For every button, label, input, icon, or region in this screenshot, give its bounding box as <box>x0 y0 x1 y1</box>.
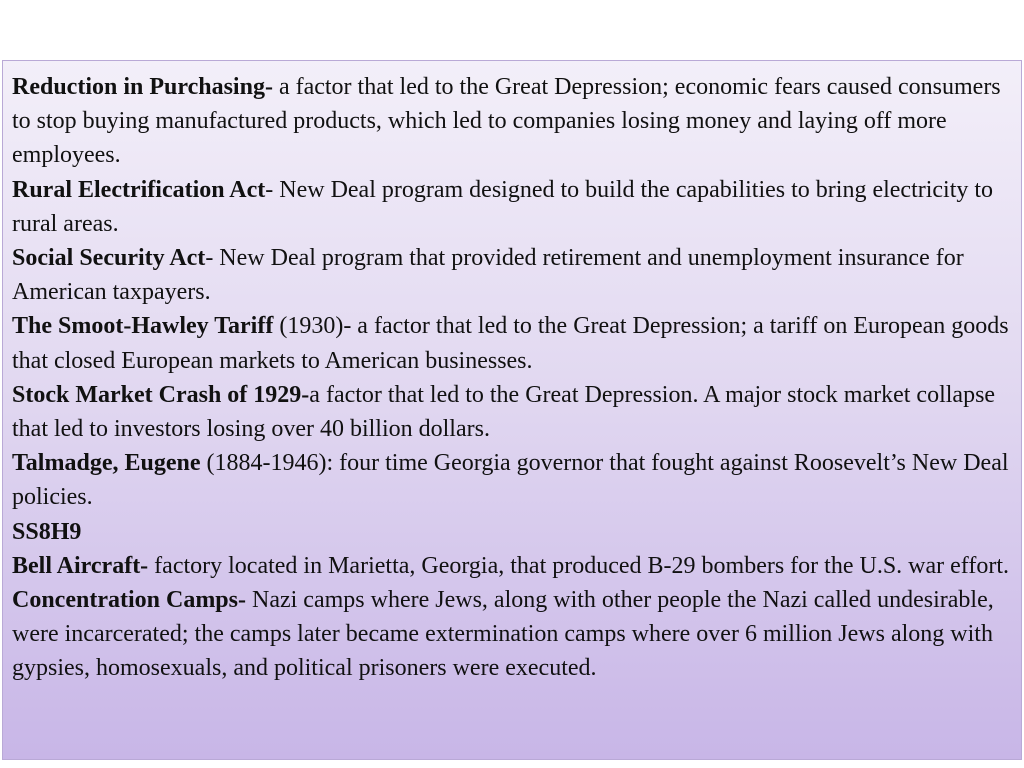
glossary-term: Rural Electrification Act <box>12 176 266 203</box>
glossary-entry-concentration-camps <box>12 583 1013 686</box>
glossary-term: Reduction in Purchasing- <box>12 74 273 100</box>
glossary-definition: - New Deal program that provided retirement and unemployment insurance for American taxpayers. <box>12 245 964 306</box>
glossary-definition: - New Deal program designed to build the capabilities to bring electricity to rural areas. <box>12 176 994 237</box>
glossary-definition: factory located in Marietta, Georgia, that produced B-29 bombers for the U.S. war effort. <box>148 552 1010 579</box>
glossary-term: Talmadge, Eugene <box>12 450 201 477</box>
glossary-term: Social Security Act <box>12 245 206 272</box>
glossary-term: Concentration Camps- <box>12 587 246 614</box>
glossary-entry-social-security-act <box>12 241 1013 309</box>
glossary-definition: a factor that led to the Great Depression; economic fears caused consumers to stop buying manufactured products, which led to companies losing money and laying off more employees. <box>12 74 1001 169</box>
glossary-entry-smoot-hawley-tariff <box>12 309 1013 377</box>
glossary-entry-talmadge-eugene <box>12 446 1013 514</box>
glossary-entry-bell-aircraft <box>12 549 1013 583</box>
glossary-term: Bell Aircraft- <box>12 552 149 579</box>
glossary-definition: a factor that led to the Great Depression. A major stock market collapse that led to investors losing over 40 billion dollars. <box>12 381 996 443</box>
glossary-text-box <box>2 60 1022 760</box>
glossary-entry-stock-market-crash <box>12 378 1013 446</box>
glossary-definition: (1930)- a factor that led to the Great Depression; a tariff on European goods that closed European markets to American businesses. <box>12 313 1009 374</box>
glossary-term: The Smoot-Hawley Tariff <box>12 313 274 340</box>
glossary-entry-rural-electrification-act <box>12 173 1013 241</box>
glossary-definition: Nazi camps where Jews, along with other people the Nazi called undesirable, were incarcerated; the camps later became extermination camps where over 6 million Jews along with gypsies, homosexuals, and political prisoners were executed. <box>12 587 994 682</box>
section-code: SS8H9 <box>12 518 82 545</box>
glossary-entry-reduction-in-purchasing <box>12 70 1013 173</box>
glossary-term: Stock Market Crash of 1929- <box>12 381 310 408</box>
glossary-definition: (1884-1946): four time Georgia governor that fought against Roosevelt’s New Deal policies. <box>12 450 1009 511</box>
